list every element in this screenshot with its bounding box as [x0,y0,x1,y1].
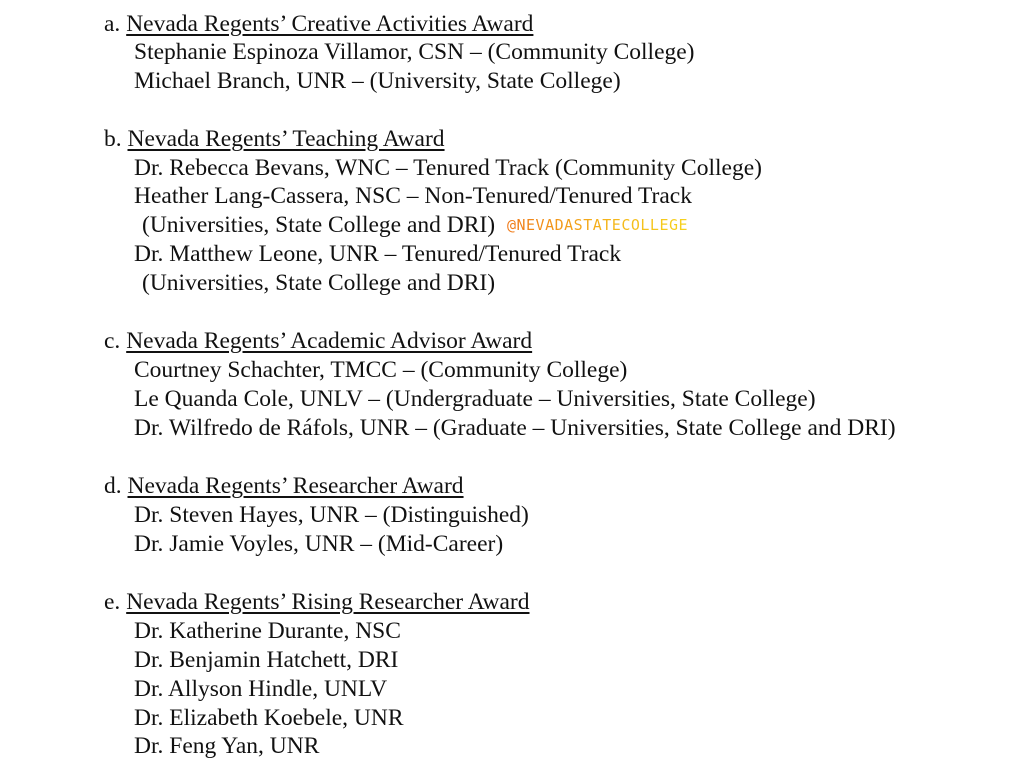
section-e-item-1: Dr. Katherine Durante, NSC [134,618,401,644]
section-c-item-1: Courtney Schachter, TMCC – (Community College) [134,357,628,383]
section-d-item-1: Dr. Steven Hayes, UNR – (Distinguished) [134,502,529,528]
section-d-heading [104,472,464,500]
section-c-title: Nevada Regents’ Academic Advisor Award [126,328,533,354]
section-b-item-2: Heather Lang-Cassera, NSC – Non-Tenured/Tenured Track [134,183,692,209]
section-c-item-2: Le Quanda Cole, UNLV – (Undergraduate – Universities, State College) [134,386,816,412]
section-e-letter: e. [104,589,121,615]
section-b-heading [104,125,445,153]
section-a-title: Nevada Regents’ Creative Activities Award [126,11,534,37]
section-e-title: Nevada Regents’ Rising Researcher Award [126,589,530,615]
section-c-letter: c. [104,328,121,354]
section-b-item-2-cont [142,211,688,239]
section-c-heading [104,327,532,355]
section-a-item-2: Michael Branch, UNR – (University, State College) [134,68,621,94]
section-e-item-4: Dr. Elizabeth Koebele, UNR [134,705,404,731]
section-d-letter: d. [104,473,122,499]
section-a-letter: a. [104,11,121,37]
section-b-item-1: Dr. Rebecca Bevans, WNC – Tenured Track (Community College) [134,155,762,181]
section-b-item-3: (Universities, State College and DRI) [142,212,496,238]
section-b-item-4: Dr. Matthew Leone, UNR – Tenured/Tenured Track [134,241,622,267]
section-c-item-3: Dr. Wilfredo de Ráfols, UNR – (Graduate – Universities, State College and DRI) [134,415,896,441]
section-d-item-2: Dr. Jamie Voyles, UNR – (Mid-Career) [134,531,504,557]
section-e-heading [104,588,530,616]
section-a-item-1: Stephanie Espinoza Villamor, CSN – (Community College) [134,39,695,65]
section-a-heading [104,10,533,38]
section-e-item-5: Dr. Feng Yan, UNR [134,733,320,759]
section-e-item-3: Dr. Allyson Hindle, UNLV [134,676,388,702]
section-b-title: Nevada Regents’ Teaching Award [127,126,445,152]
section-b-letter: b. [104,126,122,152]
section-e-item-2: Dr. Benjamin Hatchett, DRI [134,647,399,673]
section-b-item-5: (Universities, State College and DRI) [142,270,496,296]
section-d-title: Nevada Regents’ Researcher Award [127,473,464,499]
watermark-tag: @NEVADASTATECOLLEGE [506,216,689,234]
